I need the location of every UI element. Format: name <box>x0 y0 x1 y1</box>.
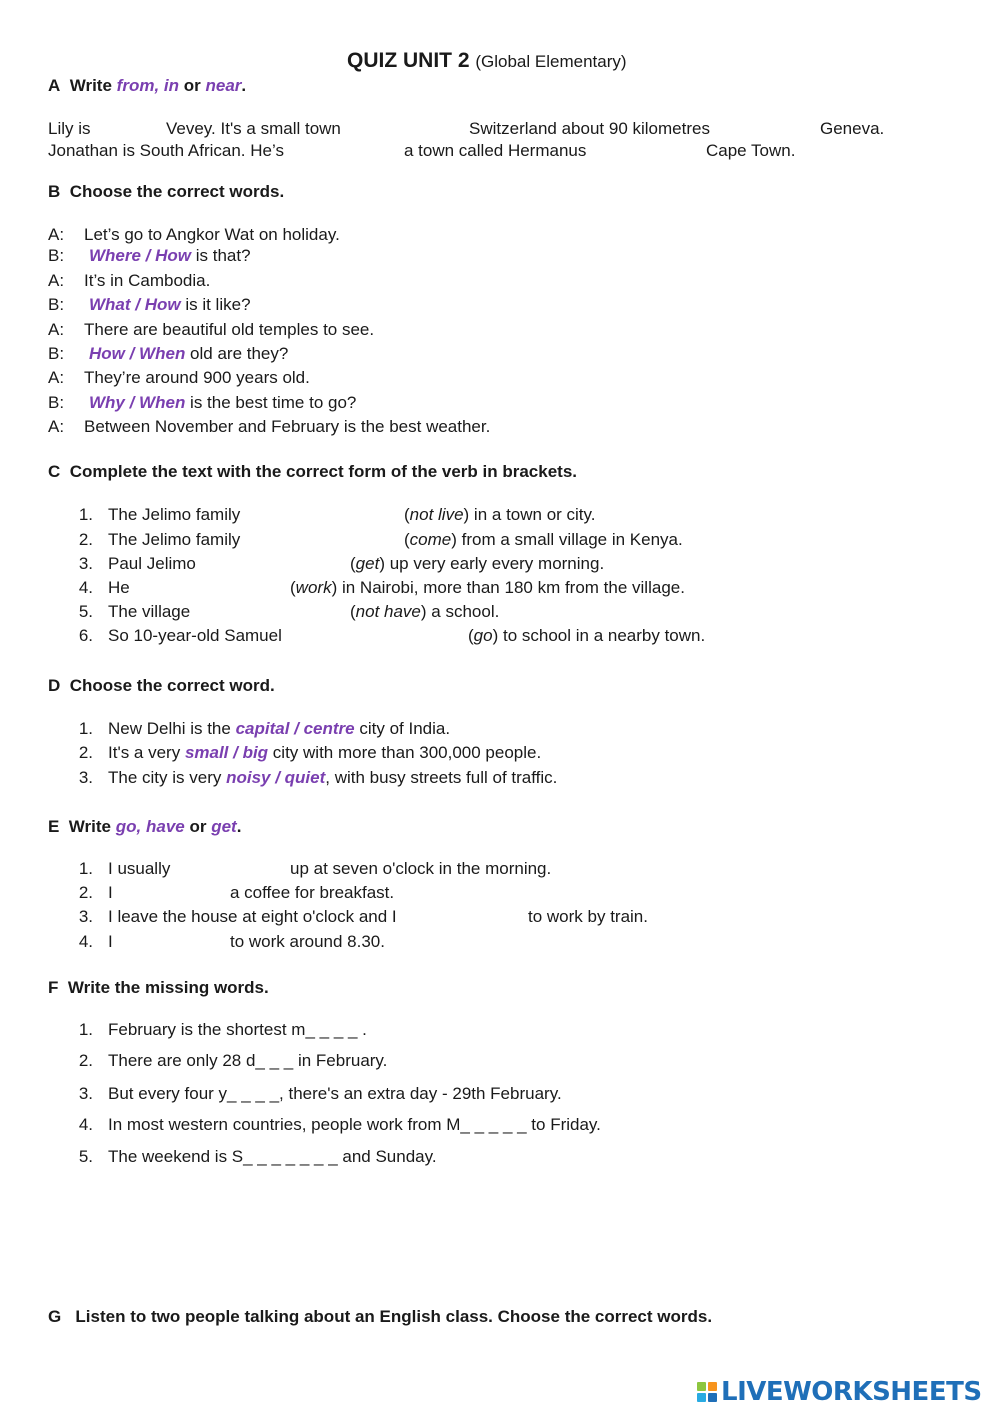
section-a-instr: Write <box>69 76 112 95</box>
a1-text-1: Lily is <box>48 119 91 138</box>
item-number: 4. <box>78 932 93 951</box>
item-text: I usually <box>108 859 171 878</box>
verb-hint: work <box>295 578 332 597</box>
item-text: I leave the house at eight o'clock and I <box>108 907 397 926</box>
a1-blank-1[interactable] <box>100 118 164 138</box>
item-text: Paul Jelimo <box>108 554 196 573</box>
item-number: 2. <box>78 1051 93 1070</box>
logo-square <box>697 1382 706 1391</box>
item-number: 2. <box>78 743 93 762</box>
item-text: ) in Nairobi, more than 180 km from the village. <box>331 578 685 597</box>
verb-blank[interactable] <box>262 504 401 524</box>
section-d-instruction: Choose the correct word. <box>69 676 275 695</box>
word-or: or <box>189 817 207 836</box>
word-choice[interactable]: How / When <box>89 344 186 363</box>
section-b-instruction: Choose the correct words. <box>69 182 285 201</box>
word-blank[interactable] <box>424 906 526 926</box>
item-text: ) a school. <box>420 602 500 621</box>
speaker: B: <box>48 344 65 363</box>
verb-hint: not have <box>355 602 421 621</box>
section-a-letter: A <box>48 76 61 95</box>
word-blank[interactable] <box>122 882 228 902</box>
section-f-heading <box>48 978 269 998</box>
page-title <box>347 49 627 73</box>
item-number: 3. <box>78 554 93 573</box>
speaker: B: <box>48 393 65 412</box>
a1-blank-2[interactable] <box>362 118 466 138</box>
section-a-heading <box>48 76 246 96</box>
item-number: 1. <box>78 859 93 878</box>
item-number: 1. <box>78 1020 93 1039</box>
verb-blank[interactable] <box>205 601 347 621</box>
separator: , <box>136 817 142 836</box>
section-e-instr: Write <box>68 817 111 836</box>
option-in: in <box>163 76 180 95</box>
a1-text-4: Geneva. <box>820 119 885 138</box>
verb-blank[interactable] <box>140 577 287 597</box>
item-text: I <box>108 932 113 951</box>
item-text: ) up very early every morning. <box>379 554 605 573</box>
a2-text-2: a town called Hermanus <box>404 141 587 160</box>
a1-text-2: Vevey. It's a small town <box>166 119 341 138</box>
item-number: 3. <box>78 1084 93 1103</box>
a1-blank-3[interactable] <box>735 118 819 138</box>
item-text: So 10-year-old Samuel <box>108 626 282 645</box>
period: . <box>241 76 247 95</box>
section-c-heading <box>48 462 577 482</box>
item-number: 4. <box>78 1115 93 1134</box>
word-choice[interactable]: noisy / quiet <box>226 768 326 787</box>
item-text: city of India. <box>354 719 451 738</box>
item-number: 1. <box>78 505 93 524</box>
item-number: 4. <box>78 578 93 597</box>
word-choice[interactable]: Where / How <box>89 246 192 265</box>
dialogue-text: is the best time to go? <box>185 393 357 412</box>
word-choice[interactable]: small / big <box>184 743 269 762</box>
a1-text-3: Switzerland about 90 kilometres <box>469 119 710 138</box>
item-number: 2. <box>78 530 93 549</box>
title-main: QUIZ UNIT 2 <box>347 49 470 72</box>
item-text: to work by train. <box>528 907 648 926</box>
option-go: go <box>115 817 137 836</box>
verb-hint: come <box>409 530 452 549</box>
a2-blank-2[interactable] <box>608 140 704 160</box>
section-f-letter: F <box>48 978 59 997</box>
item-text: The city is very <box>108 768 227 787</box>
word-choice[interactable]: capital / centre <box>235 719 355 738</box>
item-text[interactable]: The weekend is S_ _ _ _ _ _ _ and Sunday. <box>108 1147 437 1166</box>
dialogue-text: Between November and February is the best weather. <box>84 417 491 436</box>
verb-blank[interactable] <box>305 625 464 645</box>
dialogue-text: is that? <box>191 246 251 265</box>
item-number: 6. <box>78 626 93 645</box>
logo-text: LIVEWORKSHEETS <box>721 1377 982 1407</box>
word-or: or <box>183 76 201 95</box>
item-text: city with more than 300,000 people. <box>268 743 542 762</box>
item-text: a coffee for breakfast. <box>230 883 395 902</box>
a2-text-1: Jonathan is South African. He’s <box>48 141 284 160</box>
word-blank[interactable] <box>182 858 288 878</box>
section-f-instruction: Write the missing words. <box>67 978 269 997</box>
item-number: 2. <box>78 883 93 902</box>
section-d-letter: D <box>48 676 61 695</box>
period: . <box>236 817 242 836</box>
dialogue-text: old are they? <box>185 344 289 363</box>
speaker: B: <box>48 246 65 265</box>
item-number: 5. <box>78 1147 93 1166</box>
section-g-letter: G <box>48 1307 62 1326</box>
a2-text-3: Cape Town. <box>706 141 796 160</box>
section-c-letter: C <box>48 462 61 481</box>
item-text: ) from a small village in Kenya. <box>451 530 683 549</box>
speaker: A: <box>48 225 65 244</box>
section-e-heading <box>48 817 241 837</box>
item-text: up at seven o'clock in the morning. <box>290 859 552 878</box>
section-d-heading <box>48 676 275 696</box>
speaker: A: <box>48 368 65 387</box>
liveworksheets-logo <box>697 1377 982 1407</box>
option-from: from <box>116 76 155 95</box>
verb-blank[interactable] <box>212 553 346 573</box>
item-number: 3. <box>78 768 93 787</box>
section-b-heading <box>48 182 284 202</box>
verb-blank[interactable] <box>262 529 401 549</box>
speaker: A: <box>48 417 65 436</box>
item-text: The village <box>108 602 191 621</box>
word-blank[interactable] <box>122 931 228 951</box>
item-text: It's a very <box>108 743 185 762</box>
option-have: have <box>145 817 185 836</box>
item-number: 5. <box>78 602 93 621</box>
item-text: I <box>108 883 113 902</box>
item-text[interactable]: February is the shortest m_ _ _ _ . <box>108 1020 367 1039</box>
section-e-letter: E <box>48 817 60 836</box>
section-c-instruction: Complete the text with the correct form of the verb in brackets. <box>69 462 578 481</box>
dialogue-text: is it like? <box>180 295 251 314</box>
separator: , <box>154 76 160 95</box>
item-text: ) in a town or city. <box>463 505 596 524</box>
a2-blank-1[interactable] <box>310 140 402 160</box>
item-text: The Jelimo family <box>108 530 241 549</box>
verb-hint: not live <box>409 505 464 524</box>
verb-hint: go <box>473 626 493 645</box>
logo-square <box>708 1393 717 1402</box>
section-g-heading <box>48 1307 712 1327</box>
dialogue-text: They’re around 900 years old. <box>84 368 310 387</box>
option-near: near <box>205 76 242 95</box>
item-number: 3. <box>78 907 93 926</box>
dialogue-text: It’s in Cambodia. <box>84 271 211 290</box>
option-get: get <box>211 817 237 836</box>
speaker: B: <box>48 295 65 314</box>
item-text[interactable]: But every four y_ _ _ _, there's an extra day - 29th February. <box>108 1084 562 1103</box>
speaker: A: <box>48 320 65 339</box>
item-text: , with busy streets full of traffic. <box>325 768 558 787</box>
item-text[interactable]: In most western countries, people work from M_ _ _ _ _ to Friday. <box>108 1115 601 1134</box>
item-text: ) to school in a nearby town. <box>492 626 706 645</box>
item-text: The Jelimo family <box>108 505 241 524</box>
word-choice[interactable]: What / How <box>89 295 181 314</box>
item-text[interactable]: There are only 28 d_ _ _ in February. <box>108 1051 388 1070</box>
dialogue-text: There are beautiful old temples to see. <box>84 320 375 339</box>
section-b-letter: B <box>48 182 61 201</box>
item-text: to work around 8.30. <box>230 932 385 951</box>
item-text: New Delhi is the <box>108 719 236 738</box>
logo-grid-icon <box>697 1382 717 1402</box>
item-text: He <box>108 578 130 597</box>
logo-square <box>697 1393 706 1402</box>
section-g-instruction: Listen to two people talking about an English class. Choose the correct words. <box>75 1307 713 1326</box>
word-choice[interactable]: Why / When <box>89 393 186 412</box>
verb-hint: get <box>355 554 380 573</box>
title-subtitle: (Global Elementary) <box>475 52 627 71</box>
logo-square <box>708 1382 717 1391</box>
dialogue-text: Let’s go to Angkor Wat on holiday. <box>84 225 340 244</box>
speaker: A: <box>48 271 65 290</box>
item-number: 1. <box>78 719 93 738</box>
